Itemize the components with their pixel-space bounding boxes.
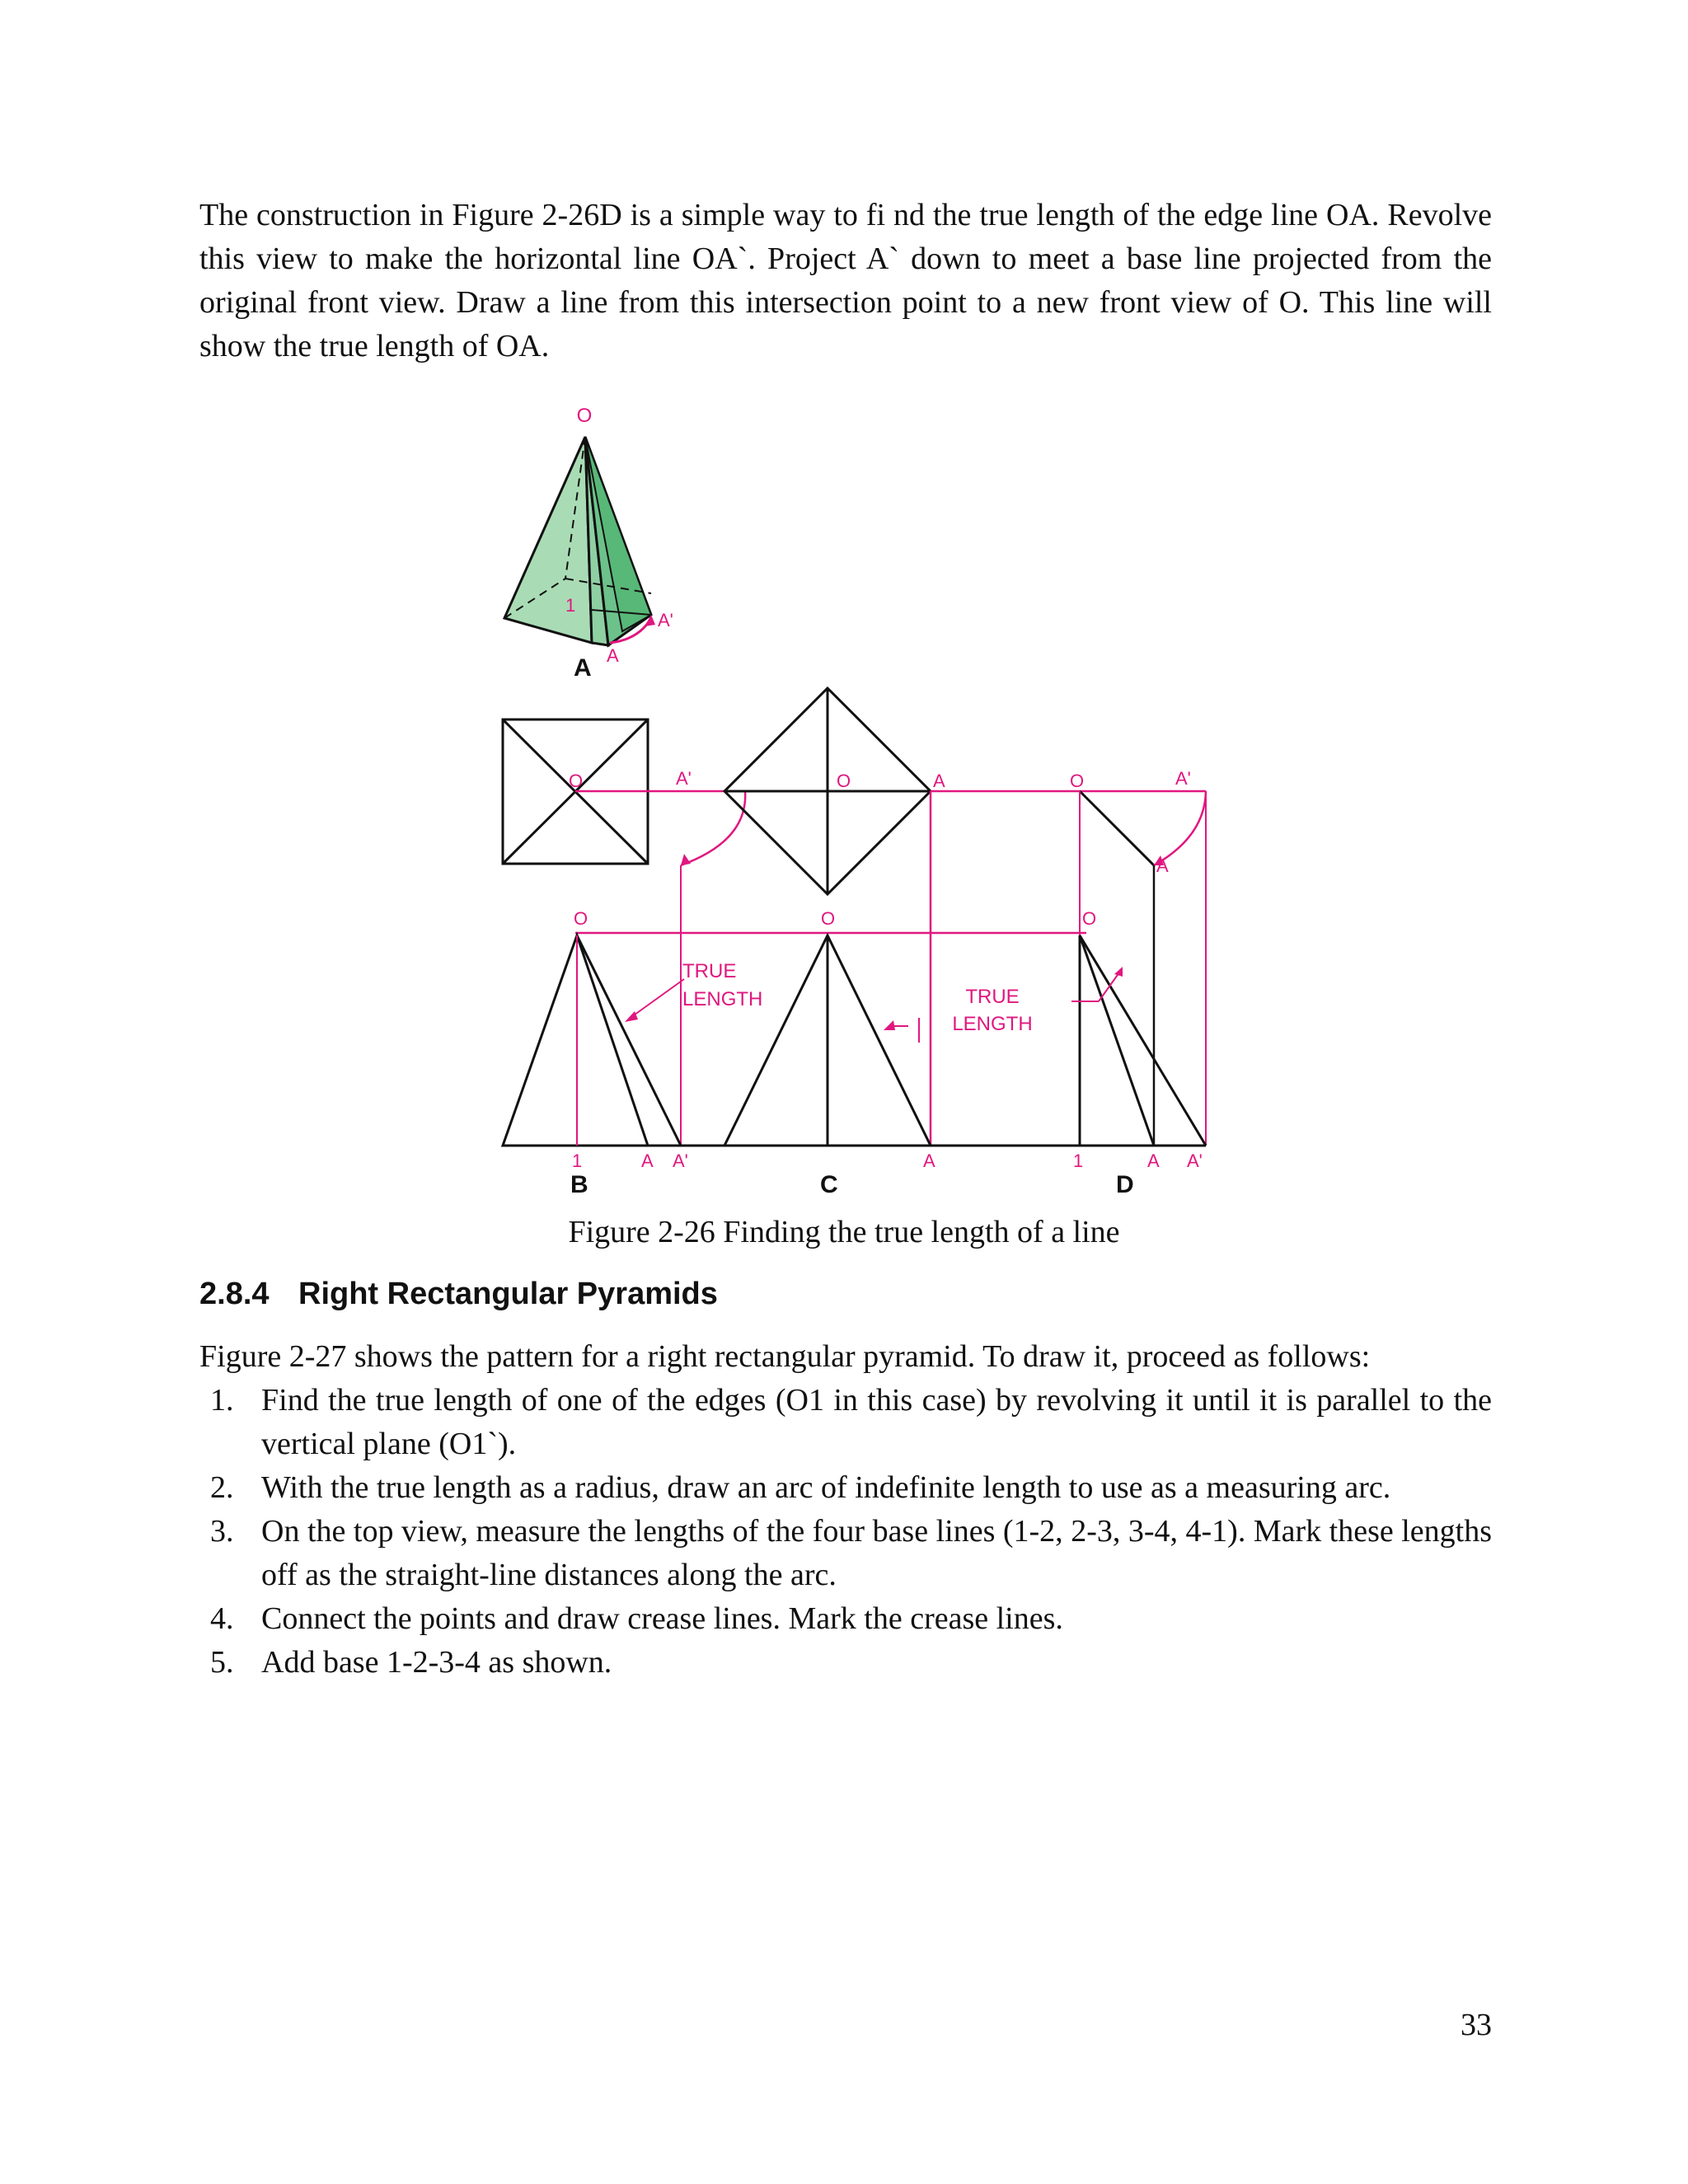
- view-d-letter: D: [1116, 1171, 1134, 1195]
- base-d-label-1: 1: [1073, 1151, 1084, 1171]
- front-b-label-o: O: [574, 908, 588, 929]
- steps-list: [199, 1379, 1492, 1685]
- list-item: [199, 1466, 1492, 1510]
- top-b-label-a-prime: A': [676, 768, 692, 789]
- list-item: [199, 1510, 1492, 1597]
- section-title: Right Rectangular Pyramids: [298, 1277, 718, 1311]
- page-number: 33: [1461, 2008, 1492, 2042]
- true-length-b-line1: TRUE: [682, 960, 737, 982]
- view-a-label-a: A: [607, 645, 619, 666]
- front-view-b: [503, 935, 684, 1146]
- front-view-c: [724, 935, 931, 1146]
- base-b-label-1: 1: [572, 1151, 583, 1171]
- top-d-label-o: O: [1070, 771, 1085, 791]
- top-view-c: [724, 688, 1206, 1146]
- view-a-label-a-prime: A': [658, 610, 673, 630]
- figure-caption: Figure 2-26 Finding the true length of a line: [568, 1215, 1120, 1249]
- figure-2-26: [486, 396, 1228, 1195]
- top-d-label-a-prime: A': [1175, 768, 1191, 789]
- step-number: 5.: [210, 1645, 234, 1680]
- base-d-label-a: A: [1147, 1151, 1160, 1171]
- base-b-label-a-prime: A': [673, 1151, 688, 1171]
- step-number: 1.: [210, 1383, 234, 1418]
- view-b-letter: B: [570, 1171, 588, 1195]
- view-a-pyramid: [504, 437, 655, 645]
- true-length-d-line1: TRUE: [965, 986, 1020, 1008]
- view-a-label-1: 1: [565, 595, 576, 616]
- section-heading: [199, 1273, 718, 1315]
- step-text: With the true length as a radius, draw an arc of indefinite length to use as a measuring arc.: [261, 1470, 1391, 1505]
- intro-paragraph: The construction in Figure 2-26D is a simple way to fi nd the true length of the edge line OA. Revolve this view to make the horizontal line OA`. Project A` down to meet a base line projected from the original front view. Draw a line from this intersection point to a new front view of O. This line will show the true length of OA.: [199, 198, 1492, 363]
- list-item: [199, 1641, 1492, 1685]
- list-item: [199, 1597, 1492, 1641]
- step-number: 2.: [210, 1470, 234, 1505]
- section-number: 2.8.4: [199, 1277, 270, 1311]
- front-c-label-o: O: [821, 908, 836, 929]
- front-d-label-o: O: [1082, 908, 1097, 929]
- step-text: Find the true length of one of the edges (O1 in this case) by revolving it until it is parallel to the vertical plane (O1`).: [261, 1383, 1492, 1461]
- top-c-label-o: O: [837, 771, 851, 791]
- step-number: 3.: [210, 1514, 234, 1549]
- view-a-letter: A: [574, 654, 592, 682]
- base-b-label-a: A: [641, 1151, 654, 1171]
- list-item: [199, 1379, 1492, 1466]
- section-intro: Figure 2-27 shows the pattern for a right rectangular pyramid. To draw it, proceed as follows:: [199, 1339, 1371, 1374]
- front-view-d: [1071, 935, 1206, 1146]
- step-text: On the top view, measure the lengths of the four base lines (1-2, 2-3, 3-4, 4-1). Mark these lengths off as the straight-line distances along the arc.: [261, 1514, 1492, 1592]
- top-d-label-a: A: [1156, 855, 1169, 876]
- view-c-letter: C: [820, 1171, 838, 1195]
- step-text: Connect the points and draw crease lines. Mark the crease lines.: [261, 1601, 1063, 1636]
- view-a-label-o: O: [576, 405, 593, 427]
- step-text: Add base 1-2-3-4 as shown.: [261, 1645, 612, 1680]
- base-d-label-a-prime: A': [1187, 1151, 1203, 1171]
- top-c-label-a: A: [933, 771, 945, 791]
- true-length-b-line2: LENGTH: [682, 988, 763, 1010]
- figure-drawing: [486, 396, 1228, 1195]
- true-length-d-line2: LENGTH: [952, 1013, 1033, 1035]
- step-number: 4.: [210, 1601, 234, 1636]
- base-c-label-a: A: [923, 1151, 935, 1171]
- top-b-label-o: O: [569, 771, 584, 791]
